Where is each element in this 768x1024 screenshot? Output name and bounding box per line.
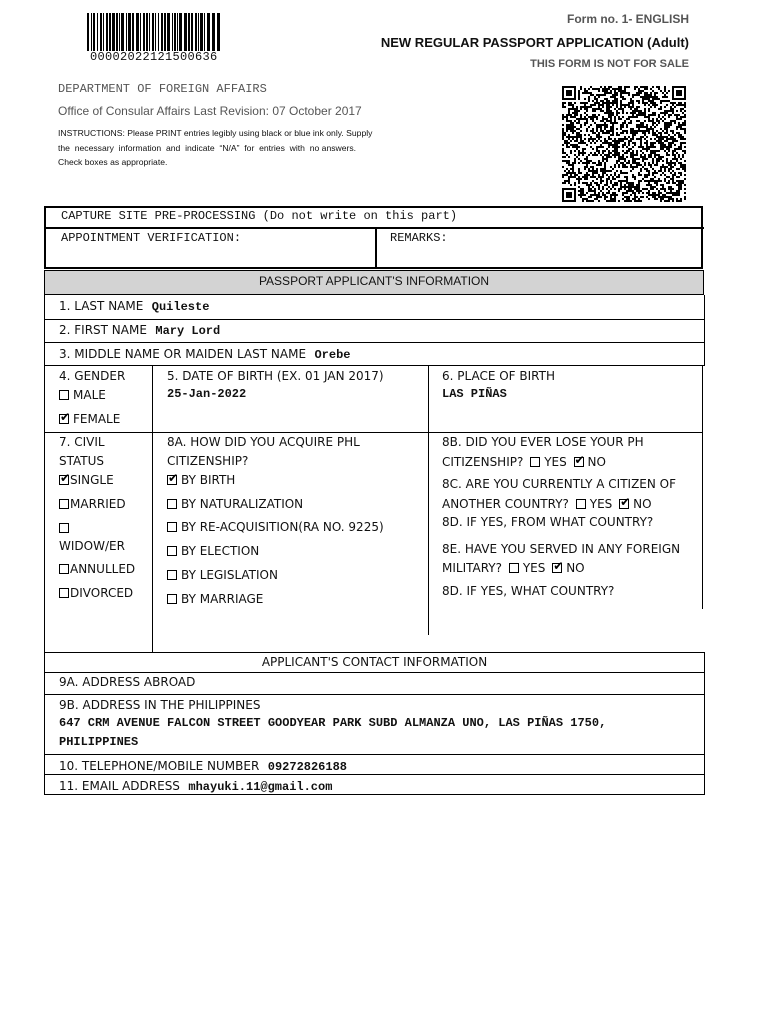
q8b-no-checkbox[interactable] (574, 457, 584, 467)
phone-value[interactable]: 09272826188 (267, 760, 347, 774)
address-ph-label: 9B. ADDRESS IN THE PHILIPPINES (59, 698, 261, 712)
civil-status-single[interactable] (59, 473, 114, 487)
phone-label: 10. TELEPHONE/MOBILE NUMBER (59, 759, 260, 773)
q8e-label-2: MILITARY? (442, 561, 502, 575)
q8c-row (442, 497, 652, 511)
q8b-yes-checkbox[interactable] (530, 457, 540, 467)
q8e-no-checkbox[interactable] (552, 563, 562, 573)
annulled-checkbox[interactable] (59, 564, 69, 574)
address-ph-line-1[interactable]: 647 CRM AVENUE FALCON STREET GOODYEAR PARK SUBD ALMANZA UNO, LAS PIÑAS 1750, (59, 716, 607, 730)
pob-label: 6. PLACE OF BIRTH (442, 369, 555, 383)
phone-row (59, 757, 347, 775)
citizenship-by-legislation[interactable] (167, 568, 278, 582)
gender-label: 4. GENDER (59, 369, 126, 383)
instructions-line-1: INSTRUCTIONS: Please PRINT entries legibly using black or blue ink only. Supply (58, 128, 373, 138)
first-name-row (59, 321, 220, 339)
email-row (59, 777, 332, 795)
pob-value[interactable]: LAS PIÑAS (442, 387, 507, 401)
department-name: DEPARTMENT OF FOREIGN AFFAIRS (58, 82, 267, 96)
last-name-label: 1. LAST NAME (59, 299, 144, 313)
citizenship-label-2: CITIZENSHIP? (167, 454, 249, 468)
by-reacquisition-checkbox[interactable] (167, 522, 177, 532)
gender-option-female[interactable] (59, 412, 120, 426)
civil-status-annulled[interactable] (59, 562, 135, 576)
q8c-label-2: ANOTHER COUNTRY? (442, 497, 569, 511)
email-value[interactable]: mhayuki.11@gmail.com (188, 780, 333, 794)
q8b-no-label: NO (587, 455, 606, 469)
capture-site-title: CAPTURE SITE PRE-PROCESSING (Do not write on this part) (61, 209, 458, 223)
q8e-row (442, 561, 585, 575)
divorced-label: DIVORCED (70, 586, 134, 600)
male-checkbox[interactable] (59, 390, 69, 400)
address-ph-line-2[interactable]: PHILIPPINES (59, 735, 139, 749)
by-birth-checkbox[interactable] (167, 475, 177, 485)
last-name-value[interactable]: Quileste (151, 300, 210, 314)
q8c-label-1: 8C. ARE YOU CURRENTLY A CITIZEN OF (442, 477, 677, 491)
q8c-no-label: NO (633, 497, 652, 511)
form-title: NEW REGULAR PASSPORT APPLICATION (Adult) (380, 35, 689, 50)
civil-status-label-2: STATUS (59, 454, 105, 468)
q8b-row (442, 455, 606, 469)
middle-name-value[interactable]: Orebe (314, 348, 351, 362)
q8e-label-1: 8E. HAVE YOU SERVED IN ANY FOREIGN (442, 542, 681, 556)
citizenship-by-marriage[interactable] (167, 592, 263, 606)
first-name-value[interactable]: Mary Lord (155, 324, 221, 338)
appointment-verification-label: APPOINTMENT VERIFICATION: (61, 231, 242, 245)
remarks-label: REMARKS: (390, 231, 448, 245)
by-marriage-label: BY MARRIAGE (181, 592, 264, 606)
instructions-line-2: the necessary information and indicate “N/A” for entries with no answers. (58, 143, 357, 153)
citizenship-by-naturalization[interactable] (167, 497, 303, 511)
gender-option-male[interactable] (59, 388, 106, 402)
divorced-checkbox[interactable] (59, 588, 69, 598)
middle-name-row (59, 345, 351, 363)
q8b-label-2: CITIZENSHIP? (442, 455, 524, 469)
civil-status-widow-checkbox-wrap[interactable] (59, 521, 73, 535)
by-naturalization-label: BY NATURALIZATION (181, 497, 304, 511)
first-name-label: 2. FIRST NAME (59, 323, 147, 337)
q8d2-label: 8D. IF YES, WHAT COUNTRY? (442, 584, 615, 598)
dob-value[interactable]: 25-Jan-2022 (167, 387, 247, 401)
dob-label: 5. DATE OF BIRTH (EX. 01 JAN 2017) (167, 369, 384, 383)
by-election-checkbox[interactable] (167, 546, 177, 556)
by-marriage-checkbox[interactable] (167, 594, 177, 604)
married-checkbox[interactable] (59, 499, 69, 509)
civil-status-divorced[interactable] (59, 586, 133, 600)
q8e-yes-label: YES (522, 561, 546, 575)
annulled-label: ANNULLED (70, 562, 136, 576)
q8c-yes-checkbox[interactable] (576, 499, 586, 509)
q8d-label: 8D. IF YES, FROM WHAT COUNTRY? (442, 515, 654, 529)
form-number: Form no. 1- ENGLISH (566, 12, 689, 26)
by-legislation-label: BY LEGISLATION (181, 568, 278, 582)
widow-checkbox[interactable] (59, 523, 69, 533)
q8c-yes-label: YES (589, 497, 613, 511)
by-legislation-checkbox[interactable] (167, 570, 177, 580)
female-label: FEMALE (73, 412, 121, 426)
address-abroad-label: 9A. ADDRESS ABROAD (59, 675, 196, 689)
citizenship-by-reacquisition[interactable] (167, 520, 384, 534)
middle-name-label: 3. MIDDLE NAME OR MAIDEN LAST NAME (59, 347, 307, 361)
email-label: 11. EMAIL ADDRESS (59, 779, 180, 793)
by-naturalization-checkbox[interactable] (167, 499, 177, 509)
q8e-no-label: NO (566, 561, 585, 575)
citizenship-by-birth[interactable] (167, 473, 235, 487)
citizenship-label-1: 8A. HOW DID YOU ACQUIRE PHL (167, 435, 360, 449)
q8b-yes-label: YES (544, 455, 567, 469)
instructions-line-3: Check boxes as appropriate. (58, 157, 168, 167)
by-birth-label: BY BIRTH (181, 473, 236, 487)
single-checkbox[interactable] (59, 475, 69, 485)
last-name-row (59, 297, 209, 315)
q8e-yes-checkbox[interactable] (509, 563, 519, 573)
citizenship-by-election[interactable] (167, 544, 259, 558)
widow-label: WIDOW/ER (59, 539, 125, 553)
barcode (87, 13, 223, 53)
male-label: MALE (73, 388, 106, 402)
q8b-label-1: 8B. DID YOU EVER LOSE YOUR PH (442, 435, 644, 449)
civil-status-married[interactable] (59, 497, 126, 511)
applicant-section-title: PASSPORT APPLICANT'S INFORMATION (258, 274, 490, 288)
q8c-no-checkbox[interactable] (619, 499, 629, 509)
office-revision: Office of Consular Affairs Last Revision: 07 October 2017 (58, 104, 362, 118)
by-election-label: BY ELECTION (181, 544, 260, 558)
by-reacquisition-label: BY RE-ACQUISITION(RA NO. 9225) (181, 520, 384, 534)
married-label: MARRIED (70, 497, 126, 511)
single-label: SINGLE (70, 473, 114, 487)
not-for-sale: THIS FORM IS NOT FOR SALE (530, 58, 689, 70)
barcode-number: 00002022121500636 (90, 50, 218, 64)
female-checkbox[interactable] (59, 414, 69, 424)
civil-status-label-1: 7. CIVIL (59, 435, 105, 449)
contact-section-title: APPLICANT'S CONTACT INFORMATION (261, 655, 488, 669)
qr-code (562, 86, 686, 202)
